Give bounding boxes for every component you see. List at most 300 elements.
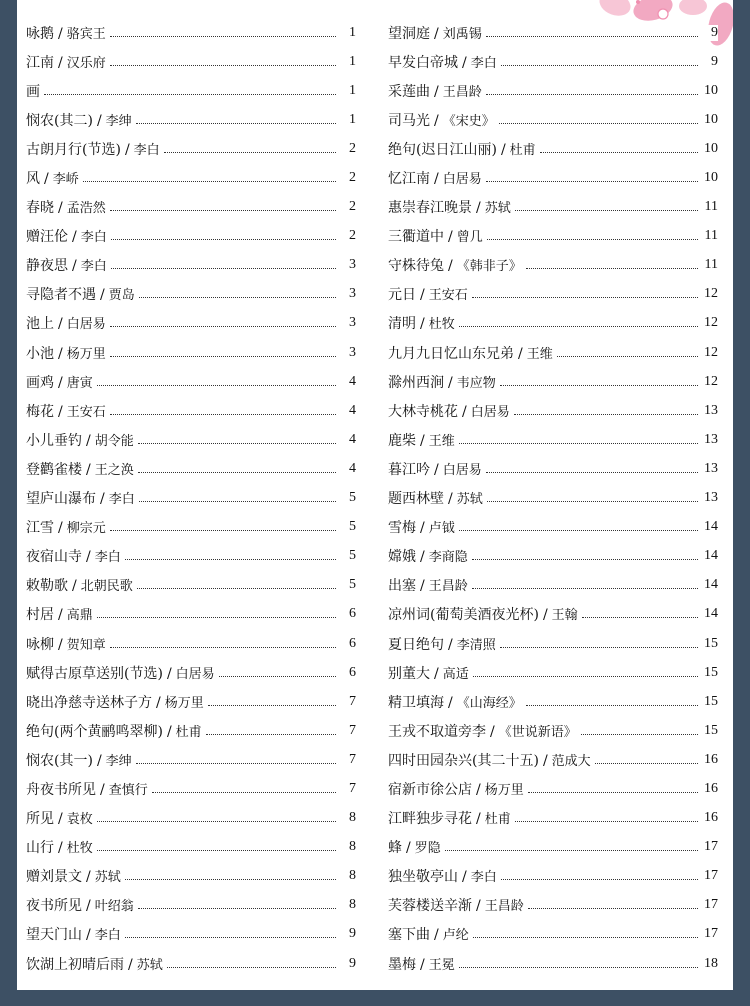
page-number: 8	[336, 868, 356, 884]
dot-leader	[97, 820, 336, 822]
poem-author: 《山海经》	[456, 695, 522, 711]
page-number: 15	[698, 665, 718, 681]
poem-title: 司马光	[388, 112, 430, 129]
toc-entry	[388, 163, 718, 192]
toc-entry	[26, 193, 356, 222]
toc-entry-text	[26, 313, 110, 333]
poem-author: 李白	[80, 230, 107, 246]
dot-leader	[514, 413, 698, 415]
toc-entry-text	[388, 488, 487, 508]
page-number: 17	[698, 897, 718, 913]
poem-author: 杜甫	[175, 724, 202, 740]
page-number: 11	[698, 228, 718, 244]
toc-entry-text	[26, 546, 125, 566]
page-number: 8	[336, 897, 356, 913]
toc-entry-text	[26, 750, 136, 770]
poem-title: 赠汪伦	[26, 229, 68, 246]
page-number: 6	[336, 606, 356, 622]
page-number: 5	[336, 519, 356, 535]
poem-title: 暮江吟	[388, 461, 430, 478]
poem-title: 雪梅	[388, 520, 416, 537]
poem-author: 白居易	[175, 666, 215, 682]
page-number: 5	[336, 577, 356, 593]
toc-entry-text	[388, 343, 557, 363]
toc-entry-text	[26, 663, 219, 683]
poem-title: 夜书所见	[26, 898, 82, 915]
dot-leader	[499, 122, 698, 124]
poem-author: 卢钺	[428, 521, 455, 537]
toc-entry	[388, 76, 718, 105]
page-number: 12	[698, 286, 718, 302]
title-author-separator: /	[420, 578, 425, 595]
toc-entry	[388, 745, 718, 774]
poem-author: 北朝民歌	[80, 579, 133, 595]
page-number: 11	[698, 257, 718, 273]
toc-entry-text	[388, 197, 515, 217]
title-author-separator: /	[58, 811, 63, 828]
poem-author: 汉乐府	[66, 55, 106, 71]
title-author-separator: /	[542, 752, 548, 769]
page-number: 14	[698, 548, 718, 564]
poem-author: 罗隐	[414, 841, 441, 857]
toc-entry-text	[26, 488, 139, 508]
toc-entry-text	[26, 52, 110, 72]
toc-entry	[388, 920, 718, 949]
poem-title: 望天门山	[26, 927, 82, 944]
poem-title: 悯农(其一)	[26, 752, 93, 769]
toc-entry-text	[388, 808, 515, 828]
dot-leader	[486, 35, 698, 37]
toc-entry	[388, 105, 718, 134]
page-number: 3	[336, 286, 356, 302]
poem-author: 柳宗元	[66, 521, 106, 537]
page-number: 3	[336, 315, 356, 331]
poem-author: 查慎行	[108, 782, 148, 798]
dot-leader	[472, 296, 698, 298]
toc-entry-text	[26, 866, 125, 886]
title-author-separator: /	[156, 694, 161, 711]
toc-entry-text	[26, 110, 136, 130]
poem-author: 白居易	[442, 172, 482, 188]
title-author-separator: /	[58, 607, 63, 624]
toc-entry	[388, 193, 718, 222]
poem-title: 别董大	[388, 665, 430, 682]
toc-entry-text	[388, 517, 459, 537]
dot-leader	[473, 936, 698, 938]
dot-leader	[97, 616, 336, 618]
toc-entry	[388, 338, 718, 367]
poem-title: 鹿柴	[388, 432, 416, 449]
toc-entry-text	[26, 808, 97, 828]
page-number: 2	[336, 141, 356, 157]
page-number: 5	[336, 548, 356, 564]
toc-entry	[26, 833, 356, 862]
toc-entry-text	[388, 546, 472, 566]
toc-entry	[388, 891, 718, 920]
toc-entry-text	[26, 517, 110, 537]
toc-entry	[26, 309, 356, 338]
toc-entry-text	[26, 604, 97, 624]
toc-entry-text	[26, 721, 206, 741]
dot-leader	[472, 587, 698, 589]
dot-leader	[557, 355, 698, 357]
dot-leader	[486, 471, 698, 473]
poem-author: 唐寅	[66, 375, 93, 391]
poem-title: 池上	[26, 316, 54, 333]
toc-entry-text	[388, 750, 595, 770]
dot-leader	[501, 64, 698, 66]
poem-author: 苏轼	[484, 201, 511, 217]
toc-entry-text	[26, 139, 164, 159]
poem-author: 苏轼	[456, 492, 483, 508]
page-number: 9	[698, 54, 718, 70]
dot-leader	[83, 180, 336, 182]
toc-entry	[26, 600, 356, 629]
poem-title: 画	[26, 83, 40, 100]
toc-entry-text	[388, 634, 500, 654]
title-author-separator: /	[58, 374, 63, 391]
poem-author: 王昌龄	[442, 84, 482, 100]
poem-title: 滁州西涧	[388, 374, 444, 391]
poem-title: 咏柳	[26, 636, 54, 653]
page-number: 13	[698, 432, 718, 448]
page-number: 5	[336, 490, 356, 506]
poem-author: 李白	[133, 142, 160, 158]
page-number: 16	[698, 781, 718, 797]
title-author-separator: /	[434, 927, 439, 944]
toc-entry-text	[388, 226, 487, 246]
toc-entry	[388, 454, 718, 483]
toc-entry-text	[388, 23, 486, 43]
poem-author: 韦应物	[456, 375, 496, 391]
poem-author: 李绅	[105, 113, 132, 129]
dot-leader	[111, 267, 336, 269]
dot-leader	[486, 93, 698, 95]
title-author-separator: /	[448, 636, 453, 653]
dot-leader	[152, 791, 336, 793]
dot-leader	[138, 907, 336, 909]
title-author-separator: /	[476, 811, 481, 828]
dot-leader	[459, 442, 698, 444]
page-number: 10	[698, 141, 718, 157]
toc-entry-text	[26, 779, 152, 799]
toc-entry	[26, 542, 356, 571]
toc-entry-text	[388, 604, 582, 624]
toc-entry	[26, 163, 356, 192]
dot-leader	[206, 733, 336, 735]
poem-title: 惠崇春江晚景	[388, 200, 472, 217]
dot-leader	[472, 558, 698, 560]
toc-entry	[388, 47, 718, 76]
poem-author: 杜甫	[484, 812, 511, 828]
toc-entry	[388, 658, 718, 687]
poem-title: 独坐敬亭山	[388, 869, 458, 886]
poem-title: 望庐山瀑布	[26, 491, 96, 508]
title-author-separator: /	[96, 112, 102, 129]
dot-leader	[125, 558, 336, 560]
toc-entry-text	[388, 52, 501, 72]
poem-author: 贺知章	[66, 637, 106, 653]
title-author-separator: /	[490, 723, 495, 740]
poem-author: 卢纶	[442, 928, 469, 944]
poem-author: 孟浩然	[66, 201, 106, 217]
page-number: 18	[698, 956, 718, 972]
toc-entry-text	[26, 895, 138, 915]
poem-author: 白居易	[66, 317, 106, 333]
dot-leader	[208, 704, 336, 706]
poem-title: 嫦娥	[388, 549, 416, 566]
poem-author: 贾岛	[108, 288, 135, 304]
poem-author: 苏轼	[136, 957, 163, 973]
dot-leader	[136, 762, 336, 764]
toc-entry-text	[388, 139, 540, 159]
dot-leader	[582, 616, 698, 618]
page-number: 1	[336, 83, 356, 99]
toc-entry	[26, 891, 356, 920]
poem-title: 小儿垂钓	[26, 432, 82, 449]
title-author-separator: /	[166, 665, 172, 682]
toc-entry	[26, 454, 356, 483]
page-number: 6	[336, 665, 356, 681]
page-number: 2	[336, 199, 356, 215]
toc-entry	[26, 18, 356, 47]
poem-title: 江畔独步寻花	[388, 811, 472, 828]
page-number: 15	[698, 636, 718, 652]
poem-author: 李峤	[52, 172, 79, 188]
title-author-separator: /	[434, 83, 439, 100]
toc-entry-text	[388, 779, 528, 799]
dot-leader	[137, 587, 336, 589]
toc-entry	[388, 687, 718, 716]
dot-leader	[139, 500, 336, 502]
poem-title: 古朗月行(节选)	[26, 141, 121, 158]
page-number: 13	[698, 403, 718, 419]
toc-entry-text	[388, 866, 501, 886]
poem-title: 山行	[26, 840, 54, 857]
poem-author: 白居易	[442, 462, 482, 478]
page-number: 4	[336, 432, 356, 448]
dot-leader	[110, 35, 336, 37]
poem-author: 李白	[94, 550, 121, 566]
page-number: 12	[698, 345, 718, 361]
page-number: 6	[336, 636, 356, 652]
poem-author: 白居易	[470, 404, 510, 420]
toc-entry	[388, 222, 718, 251]
dot-leader	[528, 907, 698, 909]
poem-title: 夜宿山寺	[26, 549, 82, 566]
toc-entry-text	[26, 459, 138, 479]
page-number: 15	[698, 723, 718, 739]
toc-entry	[388, 804, 718, 833]
poem-title: 江南	[26, 54, 54, 71]
toc-entry	[388, 513, 718, 542]
poem-title: 寻隐者不遇	[26, 287, 96, 304]
poem-author: 《韩非子》	[456, 259, 522, 275]
poem-title: 凉州词(葡萄美酒夜光杯)	[388, 607, 539, 624]
page-number: 7	[336, 752, 356, 768]
toc-entry	[26, 745, 356, 774]
toc-entry-text	[26, 954, 167, 974]
toc-entry-text	[388, 110, 499, 130]
poem-title: 四时田园杂兴(其二十五)	[388, 752, 539, 769]
toc-entry	[388, 571, 718, 600]
poem-author: 杜牧	[66, 841, 93, 857]
toc-entry-text	[388, 837, 445, 857]
page-number: 8	[336, 839, 356, 855]
toc-entry-text	[26, 401, 110, 421]
poem-title: 绝句(两个黄鹂鸣翠柳)	[26, 723, 163, 740]
page-number: 14	[698, 606, 718, 622]
toc-entry	[26, 484, 356, 513]
toc-entry	[26, 251, 356, 280]
title-author-separator: /	[476, 200, 481, 217]
poem-author: 王安石	[428, 288, 468, 304]
dot-leader	[110, 355, 336, 357]
poem-author: 李白	[94, 928, 121, 944]
toc-entry-text	[388, 430, 459, 450]
page-number: 3	[336, 345, 356, 361]
toc-entry	[26, 47, 356, 76]
toc-entry-text	[388, 663, 473, 683]
title-author-separator: /	[58, 25, 63, 42]
poem-title: 小池	[26, 345, 54, 362]
dot-leader	[110, 646, 336, 648]
title-author-separator: /	[448, 491, 453, 508]
toc-left-column	[26, 18, 356, 978]
toc-entry-text	[26, 924, 125, 944]
title-author-separator: /	[58, 345, 63, 362]
toc-entry-text	[26, 575, 137, 595]
dot-leader	[487, 238, 698, 240]
toc-entry	[388, 542, 718, 571]
title-author-separator: /	[448, 694, 453, 711]
toc-right-column	[388, 18, 718, 978]
toc-entry-text	[388, 692, 526, 712]
dot-leader	[139, 296, 336, 298]
page-number: 1	[336, 112, 356, 128]
page-number: 13	[698, 490, 718, 506]
toc-entry	[388, 251, 718, 280]
page-number: 7	[336, 781, 356, 797]
title-author-separator: /	[100, 287, 105, 304]
title-author-separator: /	[72, 578, 77, 595]
page-number: 14	[698, 519, 718, 535]
toc-entry-text	[26, 343, 110, 363]
page-number: 15	[698, 694, 718, 710]
dot-leader	[581, 733, 698, 735]
poem-title: 静夜思	[26, 258, 68, 275]
toc-entry-text	[26, 197, 110, 217]
poem-author: 高鼎	[66, 608, 93, 624]
dot-leader	[110, 529, 336, 531]
title-author-separator: /	[420, 316, 425, 333]
dot-leader	[526, 267, 698, 269]
toc-entry-text	[388, 401, 514, 421]
toc-entry-text	[26, 255, 111, 275]
toc-entry	[388, 862, 718, 891]
page-number: 12	[698, 315, 718, 331]
poem-author: 叶绍翁	[94, 899, 134, 915]
page-number: 11	[698, 199, 718, 215]
toc-entry-text	[388, 255, 526, 275]
poem-author: 王冕	[428, 957, 455, 973]
dot-leader	[97, 384, 336, 386]
poem-author: 王之涣	[94, 462, 134, 478]
dot-leader	[473, 675, 698, 677]
poem-title: 三衢道中	[388, 229, 444, 246]
toc-page	[17, 0, 733, 990]
dot-leader	[459, 529, 698, 531]
poem-title: 登鹳雀楼	[26, 461, 82, 478]
toc-entry-text	[388, 168, 486, 188]
toc-entry	[26, 76, 356, 105]
dot-leader	[136, 122, 336, 124]
title-author-separator: /	[58, 636, 63, 653]
poem-author: 王昌龄	[484, 899, 524, 915]
toc-entry	[26, 629, 356, 658]
dot-leader	[125, 878, 336, 880]
poem-author: 袁枚	[66, 812, 93, 828]
poem-author: 曾几	[456, 230, 483, 246]
dot-leader	[528, 791, 698, 793]
toc-entry-text	[26, 634, 110, 654]
toc-entry	[26, 222, 356, 251]
title-author-separator: /	[434, 461, 439, 478]
poem-author: 王安石	[66, 404, 106, 420]
title-author-separator: /	[86, 898, 91, 915]
title-author-separator: /	[420, 520, 425, 537]
poem-title: 舟夜书所见	[26, 781, 96, 798]
poem-title: 赠刘景文	[26, 869, 82, 886]
title-author-separator: /	[100, 491, 105, 508]
dot-leader	[110, 64, 336, 66]
dot-leader	[486, 180, 698, 182]
toc-entry	[26, 105, 356, 134]
dot-leader	[500, 646, 698, 648]
poem-author: 李清照	[456, 637, 496, 653]
toc-entry	[26, 571, 356, 600]
dot-leader	[526, 704, 698, 706]
title-author-separator: /	[434, 25, 439, 42]
poem-title: 夏日绝句	[388, 636, 444, 653]
poem-author: 骆宾王	[66, 26, 106, 42]
toc-entry	[388, 600, 718, 629]
poem-title: 早发白帝城	[388, 54, 458, 71]
title-author-separator: /	[542, 607, 548, 624]
page-number: 9	[698, 25, 718, 41]
poem-title: 绝句(迟日江山丽)	[388, 141, 497, 158]
poem-author: 王翰	[551, 608, 578, 624]
dot-leader	[110, 209, 336, 211]
page-number: 14	[698, 577, 718, 593]
toc-entry-text	[388, 895, 528, 915]
toc-entry-text	[388, 575, 472, 595]
toc-entry	[388, 134, 718, 163]
toc-entry-text	[388, 924, 473, 944]
poem-title: 墨梅	[388, 956, 416, 973]
toc-entry	[26, 280, 356, 309]
toc-entry	[26, 716, 356, 745]
poem-title: 采莲曲	[388, 83, 430, 100]
title-author-separator: /	[434, 171, 439, 188]
poem-author: 李商隐	[428, 550, 468, 566]
poem-title: 悯农(其二)	[26, 112, 93, 129]
dot-leader	[167, 966, 336, 968]
poem-author: 王维	[526, 346, 553, 362]
toc-entry	[26, 920, 356, 949]
toc-entry-text	[388, 954, 459, 974]
poem-author: 杜甫	[509, 142, 536, 158]
